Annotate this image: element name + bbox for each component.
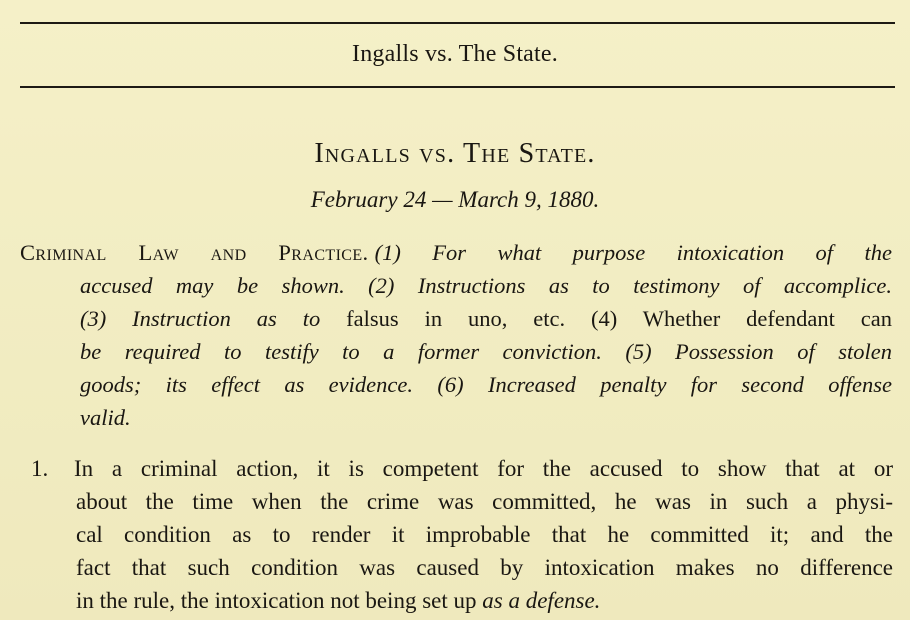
syllabus-text: In a criminal action, it is competent for the accused to show that at or	[74, 456, 893, 481]
syllabus-number: 1.	[31, 456, 49, 481]
headnote	[20, 236, 892, 434]
headnote-line: be required to testify to a former conviction. (5) Possession of stolen	[80, 339, 892, 364]
headnote-text: etc. (4) Whether defendant can	[533, 306, 892, 331]
top-rule	[20, 22, 895, 24]
headnote-line	[20, 302, 892, 335]
syllabus-paragraph-1	[31, 452, 893, 617]
syllabus-line	[31, 452, 893, 485]
headnote-text: (3) Instruction as to	[80, 306, 321, 331]
syllabus-line	[31, 584, 893, 617]
headnote-text: (1) For what purpose intoxication of the	[374, 240, 892, 265]
headnote-line: valid.	[80, 405, 131, 430]
syllabus-line: fact that such condition was caused by intoxication makes no difference	[76, 555, 893, 580]
case-date: February 24 — March 9, 1880.	[310, 187, 600, 212]
headnote-lead: Criminal Law and Practice.	[20, 240, 369, 265]
running-head: Ingalls vs. The State.	[352, 41, 558, 67]
syllabus-emphasis: as a defense.	[482, 588, 601, 613]
headnote-line: accused may be shown. (2) Instructions as to testimony of accomplice.	[80, 273, 892, 298]
header-rule	[20, 86, 895, 88]
syllabus-text: in the rule, the intoxication not being set up	[76, 588, 477, 613]
syllabus-line: about the time when the crime was committed, he was in such a physi-	[76, 489, 893, 514]
headnote-line	[20, 236, 892, 269]
headnote-latin-phrase: falsus in uno,	[346, 306, 508, 331]
syllabus-line: cal condition as to render it improbable that he committed it; and the	[76, 522, 893, 547]
headnote-line: goods; its effect as evidence. (6) Increased penalty for second offense	[80, 372, 892, 397]
case-title: Ingalls vs. The State.	[314, 138, 596, 169]
